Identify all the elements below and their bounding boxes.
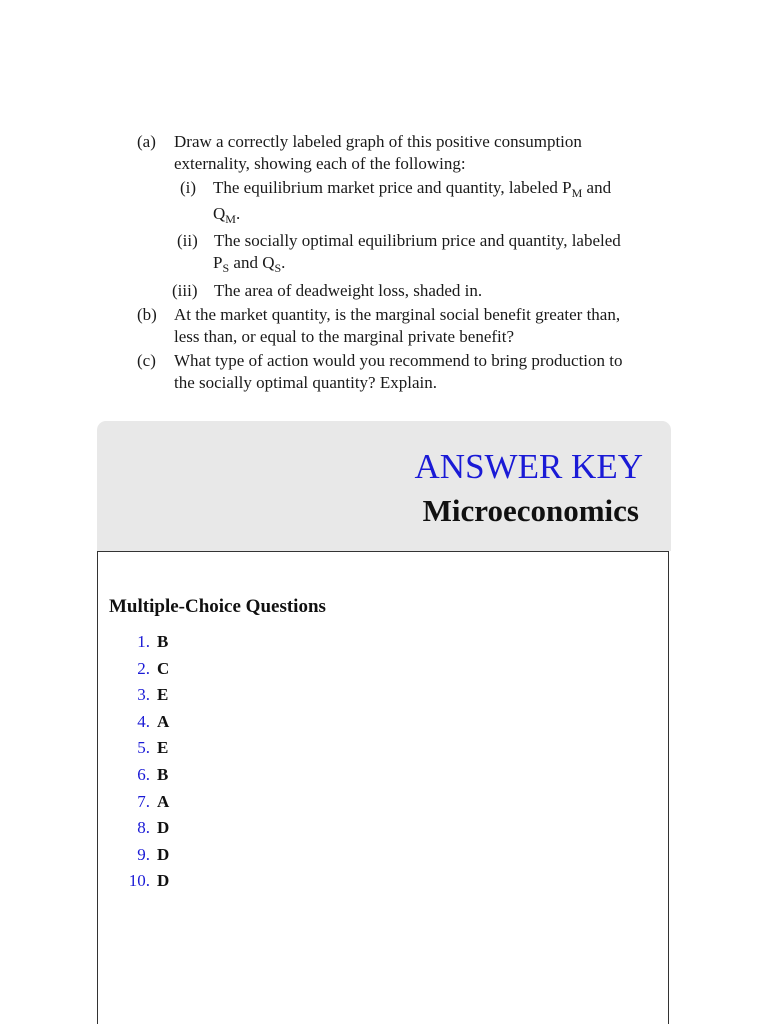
part-ii-line-2 [213,251,285,274]
mc-answer-item [98,682,398,709]
answer-key-title: ANSWER KEY [414,447,643,486]
mc-answer-item [98,868,398,895]
mc-number: 1. [137,632,150,651]
part-b-line-1: At the market quantity, is the marginal social benefit greater than, [174,305,621,324]
mc-number: 9. [137,844,150,864]
mc-answer: E [157,738,169,758]
answer-key-subtitle: Microeconomics [422,493,639,528]
mc-answer: D [157,844,170,864]
part-iii-line-1: The area of deadweight loss, shaded in. [214,281,483,300]
part-ii-period: . [281,253,286,272]
mc-number: 7. [137,791,150,811]
part-a-label: (a) [137,132,156,151]
mc-number: 4. [137,711,150,731]
part-i-q-period: . [235,204,241,223]
part-i-line-1 [213,176,611,199]
mc-number: 5. [137,738,150,758]
answer-key-header [97,421,671,551]
mc-answer-list [98,629,398,895]
mc-answer: A [157,791,170,811]
mc-number: 3. [137,685,150,705]
part-b-label: (b) [137,305,157,324]
mc-answer-item [98,629,398,656]
part-ii-label: (ii) [177,231,198,250]
part-i-line-2 [213,202,240,225]
mc-answer: B [157,764,169,784]
part-a-line-1: Draw a correctly labeled graph of this positive consumption [174,132,582,151]
part-i-text-end: and [582,178,612,197]
mc-answer: E [157,685,169,705]
part-c-line-2: the socially optimal quantity? Explain. [174,373,437,392]
mc-number: 6. [137,764,150,784]
part-c-label: (c) [137,351,156,370]
part-i-q: Q [213,204,226,223]
mc-answer: D [157,818,170,838]
mc-answer-item [98,789,398,816]
part-a-line-2: externality, showing each of the following: [174,154,466,173]
mc-answer-item [98,815,398,842]
mc-answer-item [98,735,398,762]
part-i-q-subscript: M [225,212,236,226]
part-b-line-2: less than, or equal to the marginal private benefit? [174,327,515,346]
mc-answer-item [98,762,398,789]
mc-heading: Multiple-Choice Questions [109,596,326,617]
part-i-label: (i) [180,178,197,197]
mc-number: 2. [137,658,150,678]
part-ii-p: P [213,253,223,272]
mc-answer: B [157,632,169,651]
part-ii-p-subscript: S [222,261,230,275]
mc-number: 10. [128,871,150,891]
mc-answer: A [157,711,170,731]
answer-key-body [97,551,669,1024]
mc-answer-item [98,842,398,869]
part-i-subscript: M [571,186,583,200]
part-ii-and-q: and Q [229,253,275,272]
part-ii-q-subscript: S [274,261,282,275]
part-c-line-1: What type of action would you recommend to bring production to [174,351,623,370]
mc-answer: D [157,871,170,891]
mc-answer-item [98,709,398,736]
part-iii-label: (iii) [172,281,198,300]
mc-answer-item [98,656,398,683]
part-i-text: The equilibrium market price and quantity, labeled P [213,178,572,197]
mc-number: 8. [137,818,150,838]
part-ii-line-1: The socially optimal equilibrium price and quantity, labeled [214,231,621,250]
mc-answer: C [157,658,170,678]
